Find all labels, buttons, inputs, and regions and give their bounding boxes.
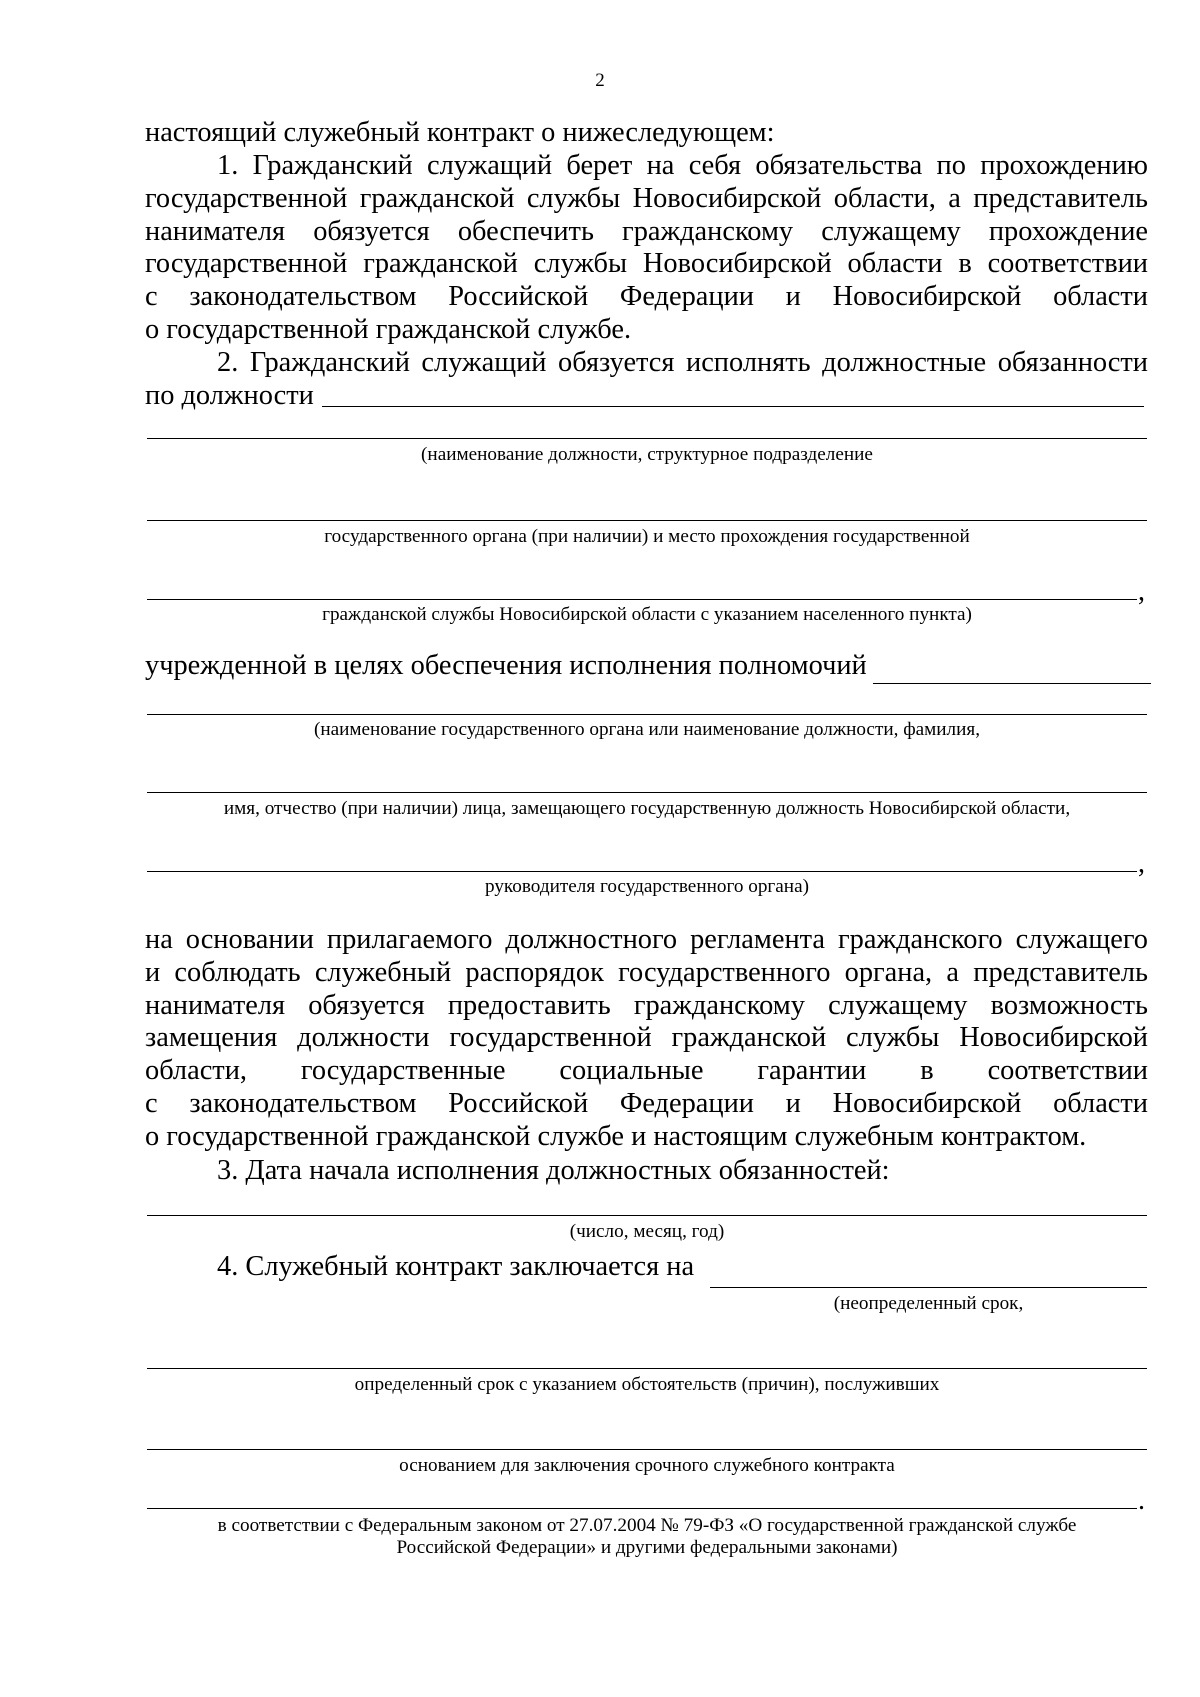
term-caption-4-line: в соответствии с Федеральным законом от 27.07.2004 № 79-ФЗ «О государственной гражданской службе [217, 1515, 1077, 1536]
authority-caption-3: руководителя государственного органа) [485, 876, 809, 897]
authority-rule-1[interactable] [147, 714, 1147, 715]
position-fill-line[interactable] [322, 406, 1144, 407]
position-caption-1: (наименование должности, структурное подразделение [421, 444, 873, 465]
basis-paragraph [145, 924, 1148, 1154]
clause-1-line: нанимателя обязуется обеспечить гражданскому служащему прохождение [145, 215, 1148, 247]
clause-1-line: 1. Гражданский служащий берет на себя обязательства по прохождению [217, 150, 1148, 181]
page-number: 2 [595, 70, 605, 91]
clause-1-line: о государственной гражданской службе. [145, 313, 632, 345]
clause-3: 3. Дата начала исполнения должностных обязанностей: [217, 1155, 890, 1186]
term-caption-4 [147, 1515, 1147, 1559]
authority-rule-2[interactable] [147, 792, 1147, 793]
basis-line: о государственной гражданской службе и настоящим служебным контрактом. [145, 1120, 1087, 1152]
position-caption-2: государственного органа (при наличии) и место прохождения государственной [324, 526, 970, 547]
period: . [1138, 1485, 1145, 1516]
term-caption-3: основанием для заключения срочного служебного контракта [399, 1455, 895, 1476]
basis-line: с законодательством Российской Федерации и Новосибирской области [145, 1087, 1148, 1119]
comma: , [1138, 576, 1145, 607]
established-text: учрежденной в целях обеспечения исполнения полномочий [145, 650, 867, 681]
start-date-caption: (число, месяц, год) [569, 1221, 725, 1242]
clause-1 [145, 150, 1148, 347]
basis-line: на основании прилагаемого должностного регламента гражданского служащего [145, 924, 1148, 955]
authority-fill-line[interactable] [873, 683, 1151, 684]
term-caption-1: (неопределенный срок, [833, 1293, 1024, 1314]
term-fill-line[interactable] [710, 1287, 1147, 1288]
term-caption-4-line: Российской Федерации» и другими федеральными законами) [396, 1537, 898, 1558]
start-date-rule[interactable] [147, 1215, 1147, 1216]
comma: , [1138, 848, 1145, 879]
basis-line: и соблюдать служебный распорядок государственного органа, а представитель [145, 956, 1148, 988]
term-rule-4[interactable] [147, 1508, 1137, 1509]
clause-2-line: по должности [145, 379, 314, 411]
term-rule-3[interactable] [147, 1449, 1147, 1450]
basis-line: нанимателя обязуется предоставить гражданскому служащему возможность [145, 989, 1148, 1021]
position-rule-1[interactable] [147, 438, 1147, 439]
clause-1-line: с законодательством Российской Федерации и Новосибирской области [145, 281, 1148, 313]
clause-4: 4. Служебный контракт заключается на [217, 1251, 695, 1282]
position-caption-3: гражданской службы Новосибирской области с указанием населенного пункта) [322, 604, 972, 625]
authority-caption-1: (наименование государственного органа или наименование должности, фамилия, [313, 719, 981, 740]
term-caption-2: определенный срок с указанием обстоятельств (причин), послуживших [354, 1374, 940, 1395]
position-rule-2[interactable] [147, 520, 1147, 521]
clause-1-line: государственной гражданской службы Новосибирской области, а представитель [145, 182, 1148, 214]
basis-line: области, государственные социальные гарантии в соответствии [145, 1055, 1148, 1087]
clause-2 [145, 347, 1148, 413]
intro-text: настоящий служебный контракт о нижеследующем: [145, 117, 775, 148]
basis-line: замещения должности государственной гражданской службы Новосибирской [145, 1022, 1148, 1054]
term-rule-2[interactable] [147, 1368, 1147, 1369]
position-rule-3[interactable] [147, 599, 1137, 600]
authority-caption-2: имя, отчество (при наличии) лица, замещающего государственную должность Новосибирской области, [223, 798, 1071, 819]
clause-1-line: государственной гражданской службы Новосибирской области в соответствии [145, 248, 1148, 280]
clause-2-line: 2. Гражданский служащий обязуется исполнять должностные обязанности [217, 347, 1148, 378]
authority-rule-3[interactable] [147, 871, 1137, 872]
